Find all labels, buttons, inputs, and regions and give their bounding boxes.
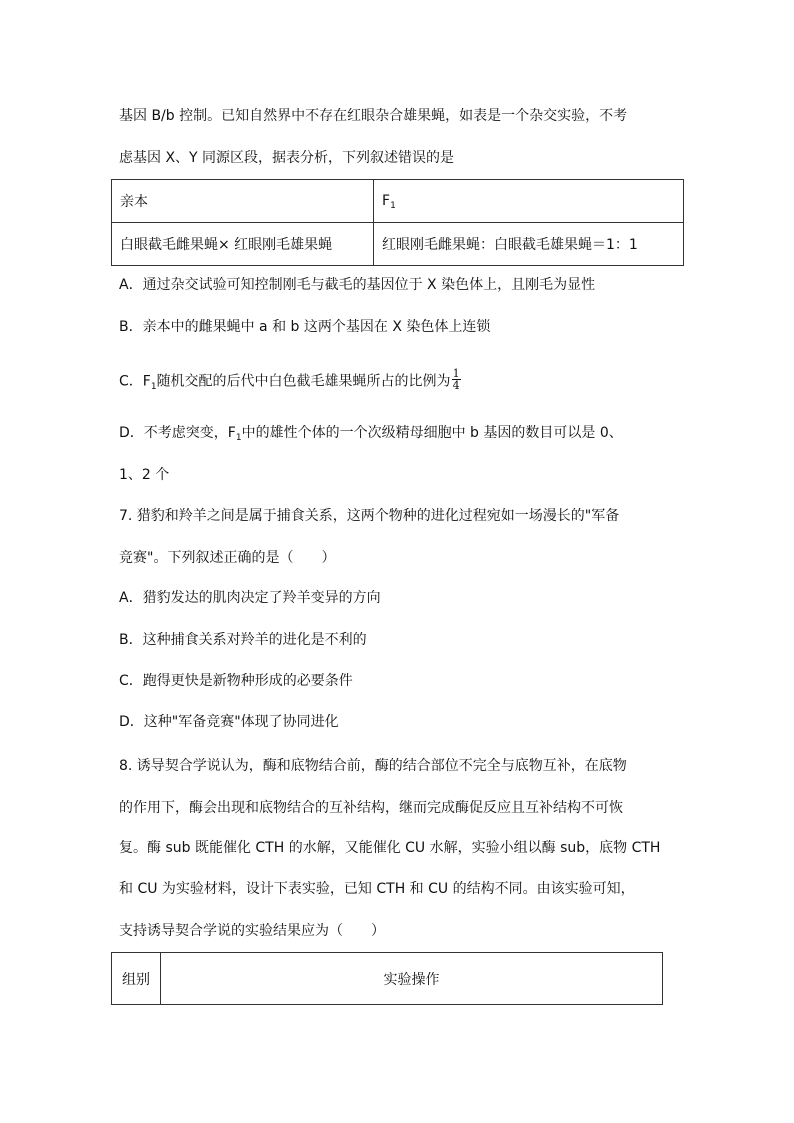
option-d-prefix: D．不考虑突变，F <box>119 425 236 441</box>
q6-stem-line-2: 虑基因 X、Y 同源区段，据表分析，下列叙述错误的是 <box>119 150 455 166</box>
q6-option-d <box>119 423 623 445</box>
q7-option-b: B．这种捕食关系对羚羊的进化是不利的 <box>119 632 367 648</box>
q8-line-1: 8. 诱导契合学说认为，酶和底物结合前，酶的结合部位不完全与底物互补，在底物 <box>119 758 627 774</box>
cross-table <box>111 179 684 266</box>
option-c-prefix: C．F <box>119 373 151 390</box>
table-row <box>112 180 684 223</box>
fraction-numerator: 1 <box>452 367 460 380</box>
q6-option-a: A．通过杂交试验可知控制刚毛与截毛的基因位于 X 染色体上，且刚毛为显性 <box>119 277 596 293</box>
option-c-subscript: 1 <box>150 381 157 392</box>
q6-stem-line-1: 基因 B/b 控制。已知自然界中不存在红眼杂合雄果蝇，如表是一个杂交实验，不考 <box>119 108 628 124</box>
q6-option-b: B．亲本中的雌果蝇中 a 和 b 这两个基因在 X 染色体上连锁 <box>119 319 491 335</box>
f1-letter: F <box>382 193 391 209</box>
table-row <box>112 953 663 1005</box>
q7-option-c: C．跑得更快是新物种形成的必要条件 <box>119 673 353 689</box>
option-d-subscript: 1 <box>235 433 242 443</box>
q8-line-3: 复。酶 sub 既能催化 CTH 的水解，又能催化 CU 水解，实验小组以酶 sub，底物 CTH <box>119 840 661 856</box>
q6-option-d-line-2: 1、2 个 <box>119 467 170 483</box>
cross-cell: 白眼截毛雌果蝇× 红眼刚毛雄果蝇 <box>112 223 374 266</box>
fraction <box>452 368 461 391</box>
header-group: 组别 <box>112 953 161 1005</box>
option-c-text: 随机交配的后代中白色截毛雄果蝇所占的比例为 <box>156 373 451 390</box>
f1-subscript: 1 <box>390 201 396 211</box>
q7-stem-line-1: 7. 猎豹和羚羊之间是属于捕食关系，这两个物种的进化过程宛如一场漫长的"军备 <box>119 508 620 524</box>
q7-option-a: A．猎豹发达的肌肉决定了羚羊变异的方向 <box>119 590 381 606</box>
q8-line-2: 的作用下，酶会出现和底物结合的互补结构，继而完成酶促反应且互补结构不可恢 <box>119 800 623 816</box>
header-parent: 亲本 <box>112 180 374 223</box>
q7-option-d: D．这种"军备竞赛"体现了协同进化 <box>119 714 339 730</box>
fraction-denominator: 4 <box>452 379 460 392</box>
q7-stem-line-2: 竞赛"。下列叙述正确的是（ ） <box>119 550 336 566</box>
header-operation: 实验操作 <box>161 953 663 1005</box>
header-f1 <box>374 180 684 223</box>
table-row <box>112 223 684 266</box>
result-cell: 红眼刚毛雌果蝇：白眼截毛雄果蝇＝1：1 <box>374 223 684 266</box>
option-d-text: 中的雄性个体的一个次级精母细胞中 b 基因的数目可以是 0、 <box>241 425 623 441</box>
q6-option-c <box>119 367 461 394</box>
experiment-table <box>111 952 663 1005</box>
q8-line-4: 和 CU 为实验材料，设计下表实验，已知 CTH 和 CU 的结构不同。由该实验可知， <box>119 881 635 897</box>
q8-line-5: 支持诱导契合学说的实验结果应为（ ） <box>119 923 385 939</box>
